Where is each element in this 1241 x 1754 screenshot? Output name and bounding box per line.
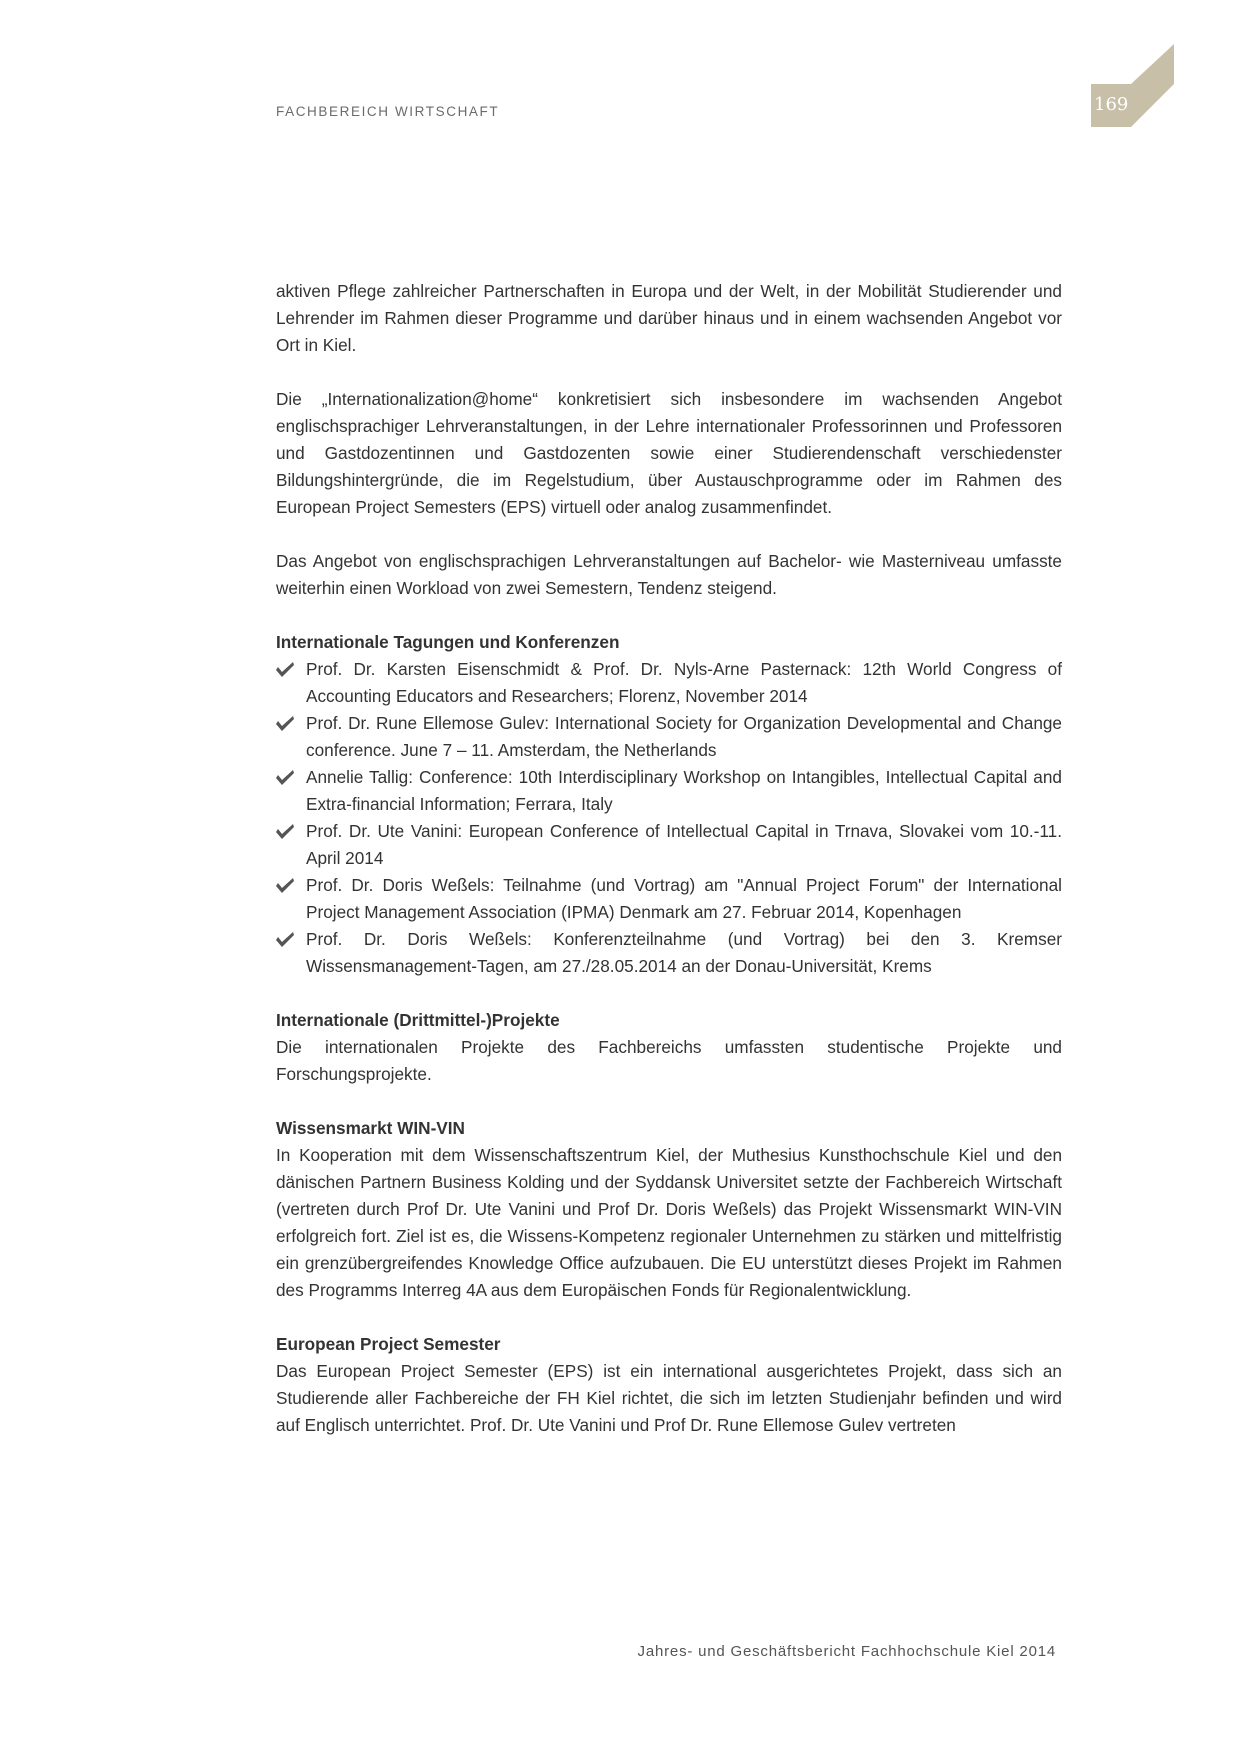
projects-paragraph: Die internationalen Projekte des Fachbereichs umfassten studentische Projekte und Forschungsprojekte. bbox=[276, 1037, 1062, 1084]
list-item bbox=[276, 926, 1062, 980]
section-heading-conferences: Internationale Tagungen und Konferenzen bbox=[276, 632, 620, 652]
checkmark-icon bbox=[276, 715, 294, 732]
list-item-text: Prof. Dr. Karsten Eisenschmidt & Prof. Dr. Nyls-Arne Pasternack: 12th World Congress of Accounting Educators and Researchers; Florenz, November 2014 bbox=[306, 659, 1062, 706]
footer-text: Jahres- und Geschäftsbericht Fachhochschule Kiel 2014 bbox=[637, 1643, 1056, 1660]
intro-paragraph: Die „Internationalization@home“ konkretisiert sich insbesondere im wachsenden Angebot englischsprachiger Lehrveranstaltungen, in der Lehre internationaler Professorinnen und Professoren und Gastdozentinnen und Gastdozenten sowie einer Studierendenschaft verschiedenster Bildungshintergründe, die im Regelstudium, über Austauschprogramme oder im Rahmen des European Project Semesters (EPS) virtuell oder analog zusammenfindet. bbox=[276, 389, 1062, 517]
list-item-text: Prof. Dr. Ute Vanini: European Conference of Intellectual Capital in Trnava, Slovakei vom 10.-11. April 2014 bbox=[306, 821, 1062, 868]
page-number: 169 bbox=[1094, 94, 1129, 115]
intro-paragraph: aktiven Pflege zahlreicher Partnerschaften in Europa und der Welt, in der Mobilität Studierender und Lehrender im Rahmen dieser Programme und darüber hinaus und in einem wachsenden Angebot vor Ort in Kiel. bbox=[276, 281, 1062, 355]
section-heading-projects: Internationale (Drittmittel-)Projekte bbox=[276, 1010, 560, 1030]
list-item bbox=[276, 764, 1062, 818]
conference-list bbox=[276, 656, 1062, 980]
running-head: FACHBEREICH WIRTSCHAFT bbox=[276, 104, 500, 119]
section-heading-wissensmarkt: Wissensmarkt WIN-VIN bbox=[276, 1118, 465, 1138]
checkmark-icon bbox=[276, 823, 294, 840]
list-item bbox=[276, 656, 1062, 710]
main-content bbox=[276, 278, 1062, 1466]
list-item-text: Annelie Tallig: Conference: 10th Interdisciplinary Workshop on Intangibles, Intellectual Capital and Extra-financial Information; Ferrara, Italy bbox=[306, 767, 1062, 814]
list-item bbox=[276, 818, 1062, 872]
list-item bbox=[276, 710, 1062, 764]
list-item-text: Prof. Dr. Doris Weßels: Konferenzteilnahme (und Vortrag) bei den 3. Kremser Wissensmanagement-Tagen, am 27./28.05.2014 an der Donau-Universität, Krems bbox=[306, 929, 1062, 976]
section-heading-eps: European Project Semester bbox=[276, 1334, 501, 1354]
list-item bbox=[276, 872, 1062, 926]
wissensmarkt-paragraph: In Kooperation mit dem Wissenschaftszentrum Kiel, der Muthesius Kunsthochschule Kiel und den dänischen Partnern Business Kolding und der Syddansk Universitet setzte der Fachbereich Wirtschaft (vertreten durch Prof Dr. Ute Vanini und Prof Dr. Doris Weßels) das Projekt Wissensmarkt WIN-VIN erfolgreich fort. Ziel ist es, die Wissens-Kompetenz regionaler Unternehmen zu stärken und mittelfristig ein grenzübergreifendes Knowledge Office aufzubauen. Die EU unterstützt dieses Projekt im Rahmen des Programms Interreg 4A aus dem Europäischen Fonds für Regionalentwicklung. bbox=[276, 1145, 1062, 1300]
list-item-text: Prof. Dr. Doris Weßels: Teilnahme (und Vortrag) am "Annual Project Forum" der International Project Management Association (IPMA) Denmark am 27. Februar 2014, Kopenhagen bbox=[306, 875, 1062, 922]
list-item-text: Prof. Dr. Rune Ellemose Gulev: International Society for Organization Developmental and Change conference. June 7 – 11. Amsterdam, the Netherlands bbox=[306, 713, 1062, 760]
intro-paragraph: Das Angebot von englischsprachigen Lehrveranstaltungen auf Bachelor- wie Masterniveau umfasste weiterhin einen Workload von zwei Semestern, Tendenz steigend. bbox=[276, 551, 1062, 598]
checkmark-icon bbox=[276, 877, 294, 894]
checkmark-icon bbox=[276, 661, 294, 678]
checkmark-icon bbox=[276, 769, 294, 786]
checkmark-icon bbox=[276, 931, 294, 948]
eps-paragraph: Das European Project Semester (EPS) ist ein international ausgerichtetes Projekt, dass sich an Studierende aller Fachbereiche der FH Kiel richtet, die sich im letzten Studienjahr befinden und wird auf Englisch unterrichtet. Prof. Dr. Ute Vanini und Prof Dr. Rune Ellemose Gulev vertreten bbox=[276, 1361, 1062, 1435]
